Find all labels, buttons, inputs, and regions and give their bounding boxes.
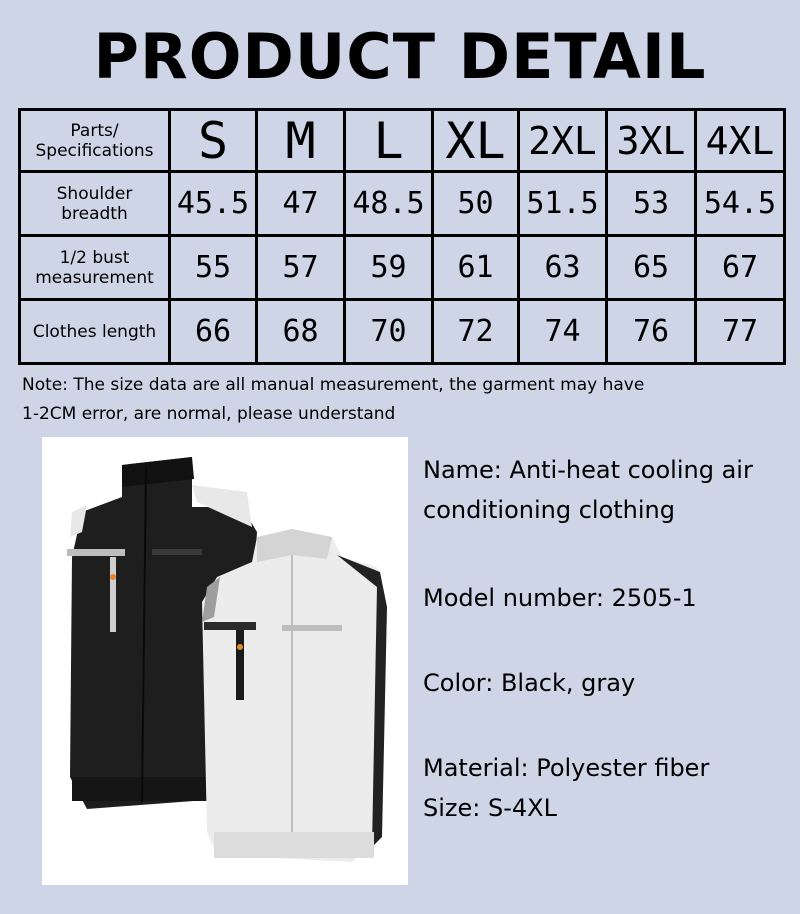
row-label-shoulder [20, 172, 170, 236]
note-line-1: Note: The size data are all manual measurement, the garment may have [22, 375, 645, 395]
table-cell: 68 [257, 300, 345, 364]
product-photo [42, 437, 408, 885]
corner-line-2: Specifications [35, 140, 154, 161]
table-cell: 66 [170, 300, 257, 364]
table-row [20, 236, 785, 300]
row-label-line: measurement [35, 267, 154, 288]
row-label-line: Shoulder [56, 183, 133, 204]
table-cell: 51.5 [519, 172, 607, 236]
size-header-m: M [257, 110, 345, 172]
table-cell: 59 [345, 236, 433, 300]
size-header-xl: XL [433, 110, 519, 172]
table-row [20, 300, 785, 364]
corner-line-1: Parts/ [70, 120, 119, 141]
product-material: Material: Polyester fiber [423, 754, 710, 782]
table-row [20, 172, 785, 236]
row-label-bust [20, 236, 170, 300]
table-cell: 67 [696, 236, 785, 300]
table-cell: 53 [607, 172, 696, 236]
table-cell: 76 [607, 300, 696, 364]
table-cell: 61 [433, 236, 519, 300]
product-size: Size: S-4XL [423, 794, 557, 822]
product-color: Color: Black, gray [423, 669, 636, 697]
name-line-2: conditioning clothing [423, 496, 675, 524]
row-label-line: breadth [61, 203, 128, 224]
table-cell: 63 [519, 236, 607, 300]
corner-header-cell [20, 110, 170, 172]
table-cell: 45.5 [170, 172, 257, 236]
table-cell: 74 [519, 300, 607, 364]
row-label-length [20, 300, 170, 364]
table-cell: 50 [433, 172, 519, 236]
page-title: PRODUCT DETAIL [93, 20, 707, 93]
size-header-row [20, 110, 785, 172]
vest-illustration [42, 437, 408, 885]
table-cell: 48.5 [345, 172, 433, 236]
product-name [423, 450, 753, 530]
name-line-1: Name: Anti-heat cooling air [423, 456, 753, 484]
size-header-3xl: 3XL [607, 110, 696, 172]
table-cell: 54.5 [696, 172, 785, 236]
size-header-2xl: 2XL [519, 110, 607, 172]
note-line-2: 1-2CM error, are normal, please understand [22, 404, 396, 424]
gray-vest [202, 529, 387, 862]
table-cell: 55 [170, 236, 257, 300]
table-cell: 72 [433, 300, 519, 364]
size-note [22, 371, 782, 429]
row-label-line: Clothes length [32, 321, 157, 342]
product-model: Model number: 2505-1 [423, 584, 697, 612]
size-header-4xl: 4XL [696, 110, 785, 172]
size-chart-table [18, 108, 786, 365]
table-cell: 70 [345, 300, 433, 364]
table-cell: 65 [607, 236, 696, 300]
size-header-s: S [170, 110, 257, 172]
table-cell: 77 [696, 300, 785, 364]
row-label-line: 1/2 bust [59, 247, 130, 268]
table-cell: 47 [257, 172, 345, 236]
size-header-l: L [345, 110, 433, 172]
table-cell: 57 [257, 236, 345, 300]
